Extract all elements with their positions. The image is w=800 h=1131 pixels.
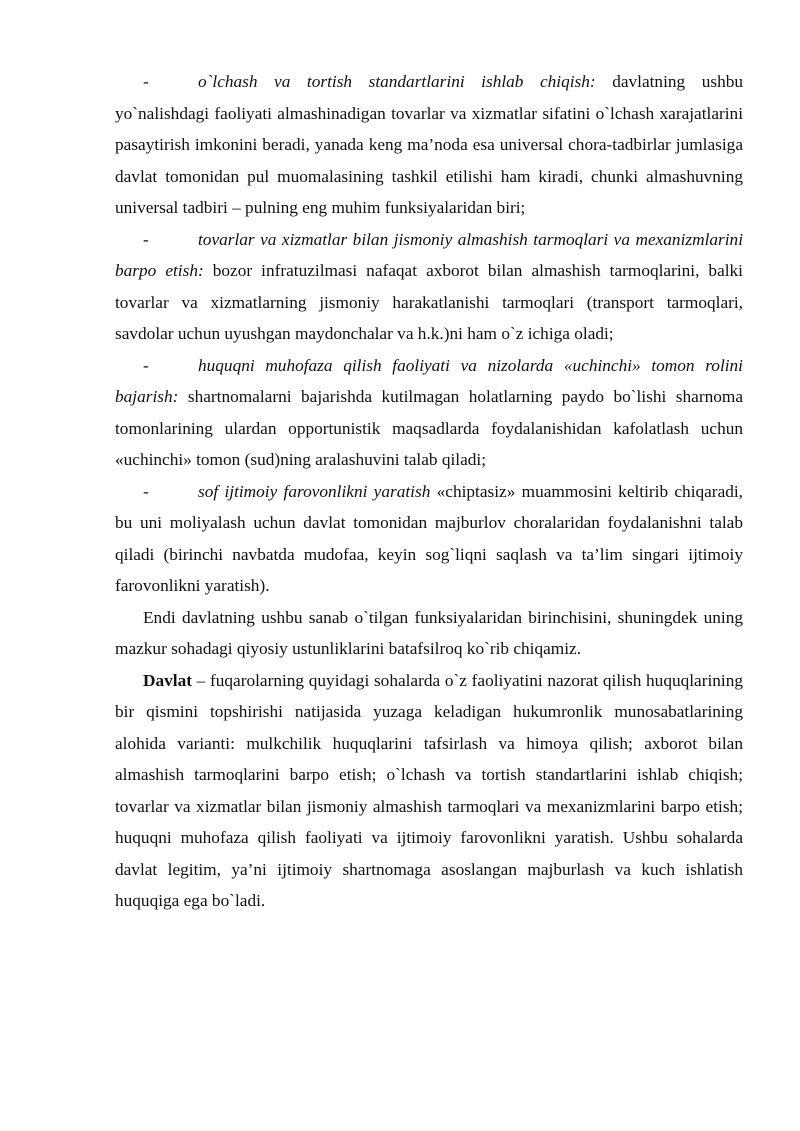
list-dash: - xyxy=(143,229,149,249)
definition-term: Davlat xyxy=(143,670,192,690)
list-item xyxy=(115,66,743,224)
paragraph-definition xyxy=(115,665,743,917)
list-item xyxy=(115,224,743,350)
list-item-text: davlatning ushbu yo`nalishdagi faoliyati almashinadigan tovarlar va xizmatlar sifatini o`lchash xarajatlarini pasaytirish imkonini beradi, yanada keng ma’noda esa universal chora-tadbirlar jumlasiga davlat tomonidan pul muomalasining tashkil etilishi ham kiradi, chunki almashuvning universal tadbiri – pulning eng muhim funksiyalaridan biri; xyxy=(115,72,743,217)
list-item-text: bozor infratuzilmasi nafaqat axborot bilan almashish tarmoqlarini, balki tovarlar va xizmatlarning jismoniy harakatlanishi tarmoqlari (transport tarmoqlari, savdolar uchun uyushgan maydonchalar va h.k.)ni ham o`z ichiga oladi; xyxy=(115,261,743,343)
list-item-lead: sof ijtimoiy farovonlikni yaratish xyxy=(198,481,431,501)
list-item-lead: tovarlar va xizmatlar bilan jismoniy almashish tarmoqlari va mexanizmlarini barpo etish: xyxy=(115,229,743,280)
list-item-lead: huquqni muhofaza qilish faoliyati va nizolarda «uchinchi» tomon rolini bajarish: xyxy=(115,355,743,406)
list-item-text: shartnomalarni bajarishda kutilmagan holatlarning paydo bo`lishi sharnoma tomonlarining ulardan opportunistik maqsadlarda foydalanishidan kafolatlash uchun «uchinchi» tomon (sud)ning aralashuvini talab qiladi; xyxy=(115,387,743,469)
document-page xyxy=(115,66,743,917)
list-dash: - xyxy=(143,355,149,375)
list-item-lead: o`lchash va tortish standartlarini ishlab chiqish: xyxy=(198,72,596,91)
paragraph-intro: Endi davlatning ushbu sanab o`tilgan funksiyalaridan birinchisini, shuningdek uning mazkur sohadagi qiyosiy ustunliklarini batafsilroq ko`rib chiqamiz. xyxy=(115,607,743,658)
definition-text: – fuqarolarning quyidagi sohalarda o`z faoliyatini nazorat qilish huquqlarining bir qismini topshirishi natijasida yuzaga keladigan hukumronlik munosabatlarining alohida varianti: mulkchilik huquqlarini tafsirlash va himoya qilish; axborot bilan almashish tarmoqlarini barpo etish; o`lchash va tortish standartlarini ishlab chiqish; tovarlar va xizmatlar bilan jismoniy almashish tarmoqlari va mexanizmlarini barpo etish; huquqni muhofaza qilish faoliyati va ijtimoiy farovonlikni yaratish. Ushbu sohalarda davlat legitim, ya’ni ijtimoiy shartnomaga asoslangan majburlash va kuch ishlatish huquqiga ega bo`ladi. xyxy=(115,670,743,910)
list-dash: - xyxy=(143,481,149,501)
list-item xyxy=(115,476,743,602)
list-item-text: «chiptasiz» muammosini keltirib chiqaradi, bu uni moliyalash uchun davlat tomonidan majburlov choralaridan foydalanishni talab qiladi (birinchi navbatda mudofaa, keyin sog`liqni saqlash va ta’lim singari ijtimoiy farovonlikni yaratish). xyxy=(115,481,743,595)
list-item xyxy=(115,350,743,476)
list-dash: - xyxy=(143,72,149,91)
